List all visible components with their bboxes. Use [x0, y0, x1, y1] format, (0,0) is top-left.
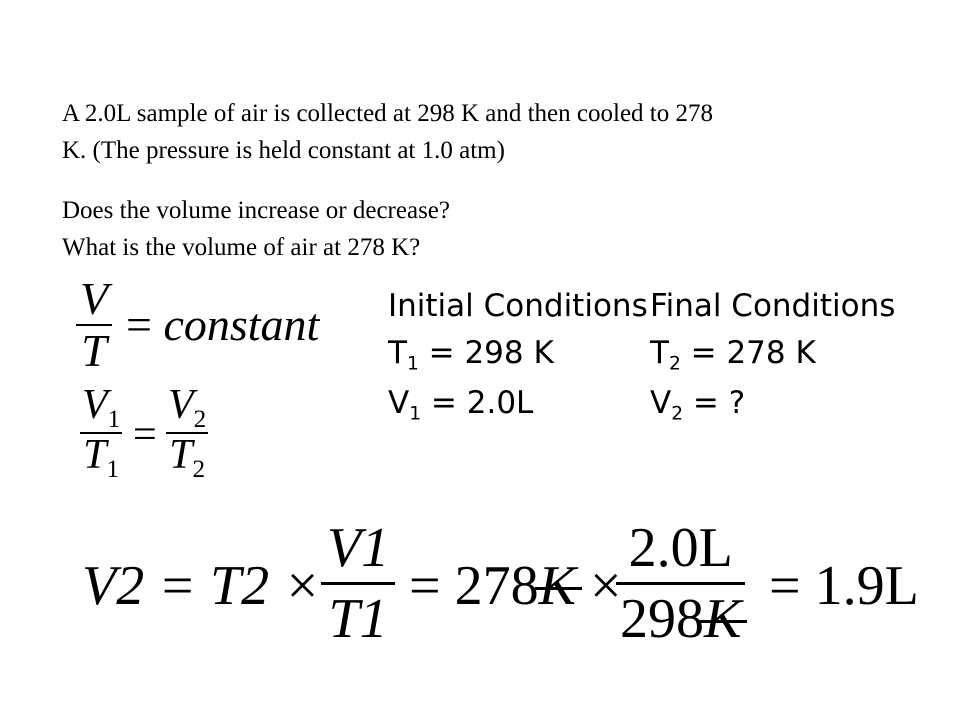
law-equals: =	[126, 299, 152, 350]
ratio-fraction-1	[80, 384, 122, 482]
solution-fraction-2	[616, 517, 745, 650]
cancelled-unit-k: K	[538, 555, 576, 617]
solution-frac2-num: 2.0L	[628, 517, 733, 579]
solution-fraction-1	[321, 517, 395, 650]
initial-temperature: $T_1 = 298$ K	[388, 335, 554, 375]
questions	[62, 192, 902, 266]
ratio-v1: $V_1$	[82, 382, 121, 433]
cancelled-unit-k: K	[704, 588, 742, 650]
question-2: What is the volume of air at 278 K?	[62, 234, 421, 261]
final-conditions-header: Final Conditions	[650, 288, 896, 324]
fraction-bar	[321, 582, 395, 585]
initial-volume: $V_1 = 2.0L$	[388, 385, 534, 425]
question-1: Does the volume increase or decrease?	[62, 197, 451, 224]
ratio-t1: $T_1$	[83, 432, 120, 483]
solution-lhs: V2 = T2 ×	[82, 555, 321, 617]
law-denominator: T	[81, 325, 107, 376]
fraction-bar	[616, 582, 745, 585]
solution-frac1-den: T1	[328, 588, 388, 650]
solution-frac2-den: 298K	[620, 588, 742, 650]
law-fraction	[76, 273, 112, 376]
problem-line-2: K. (The pressure is held constant at 1.0 atm)	[62, 137, 505, 164]
initial-conditions-header: Initial Conditions	[388, 288, 648, 324]
ratio-equals: =	[133, 412, 157, 458]
law-numerator: V	[80, 273, 109, 324]
law-constant: constant	[163, 299, 320, 350]
law-rhs	[126, 298, 319, 351]
final-temperature: $T_2 = 278$ K	[650, 335, 816, 375]
solution-frac1-num: V1	[327, 517, 390, 579]
problem-line-1: A 2.0L sample of air is collected at 298 K and then cooled to 278	[62, 100, 713, 127]
ratio-t2: $T_2$	[169, 432, 206, 483]
solution-middle: = 278K ×	[409, 555, 622, 617]
problem-statement	[62, 95, 902, 169]
final-volume: $V_2$ = ?	[650, 385, 746, 425]
solution-result: = 1.9L	[769, 555, 919, 617]
ratio-fraction-2	[166, 384, 208, 482]
ratio-v2: $V_2$	[168, 382, 207, 433]
